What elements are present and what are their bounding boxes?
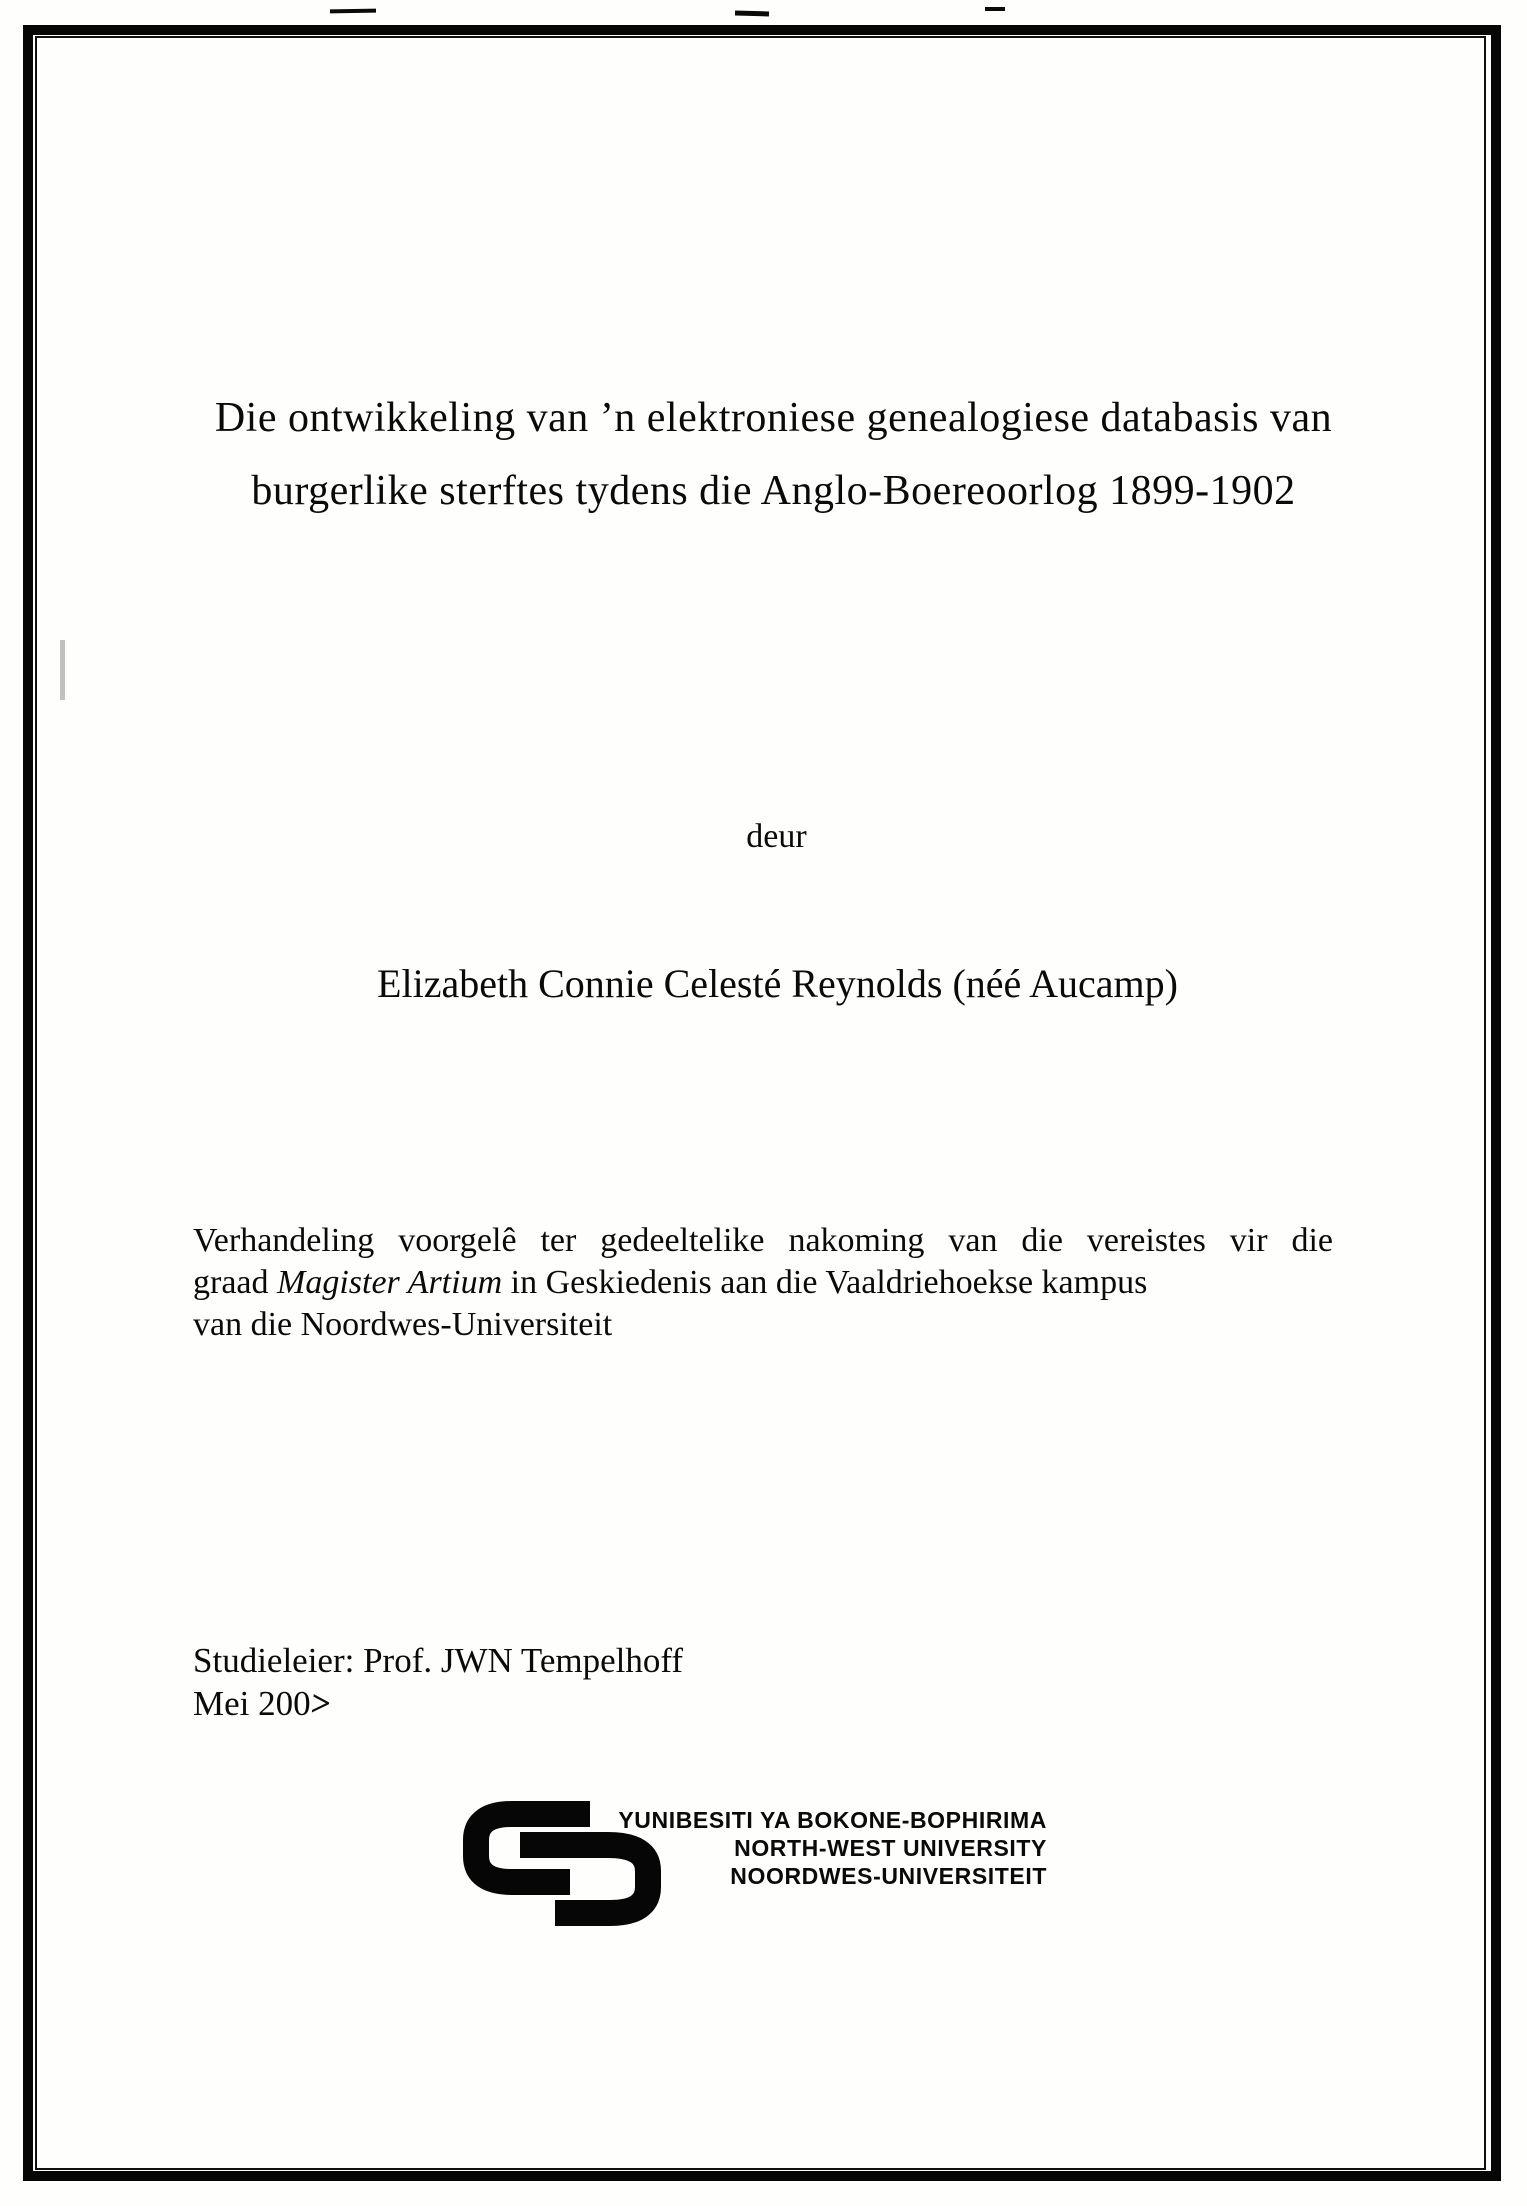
author-name: Elizabeth Connie Celesté Reynolds (néé Aucamp): [377, 961, 1178, 1006]
byline-label: deur: [746, 818, 807, 855]
logo-text-setswana: YUNIBESITI YA BOKONE-BOPHIRIMA: [618, 1807, 1047, 1833]
date-text: Mei 200: [193, 1684, 311, 1723]
date-line: [193, 1682, 683, 1725]
supervisor-line: Studieleier: Prof. JWN Tempelhoff: [193, 1641, 684, 1680]
university-logo: [460, 1800, 1060, 1930]
degree-statement-line-1: Verhandeling voorgelê ter gedeeltelike nakoming van die vereistes vir die: [193, 1222, 1333, 1259]
degree-statement-line-3: van die Noordwes-Universiteit: [193, 1306, 613, 1343]
scan-artifact: [330, 9, 376, 14]
thesis-title: [70, 382, 1477, 528]
scan-artifact: [985, 7, 1005, 11]
thesis-title-line-1: Die ontwikkeling van ’n elektroniese genealogiese databasis van: [214, 395, 1333, 441]
university-logo-text: [460, 1806, 1047, 1890]
supervisor-block: [193, 1639, 683, 1725]
thesis-title-line-2: burgerlike sterftes tydens die Anglo-Boereoorlog 1899-1902: [251, 468, 1296, 514]
logo-text-afrikaans: NOORDWES-UNIVERSITEIT: [730, 1863, 1047, 1889]
scan-artifact: [735, 11, 769, 17]
degree-statement: [193, 1220, 1333, 1346]
logo-text-english: NORTH-WEST UNIVERSITY: [734, 1835, 1047, 1861]
degree-statement-line-2-pre: graad: [193, 1264, 278, 1301]
degree-name-italic: Magister Artium: [277, 1264, 503, 1301]
degree-statement-line-2-post: in Geskiedenis aan die Vaaldriehoekse kampus: [502, 1264, 1148, 1301]
date-last-digit-glyph: >: [308, 1683, 333, 1724]
degree-statement-line-2: [193, 1262, 1333, 1304]
